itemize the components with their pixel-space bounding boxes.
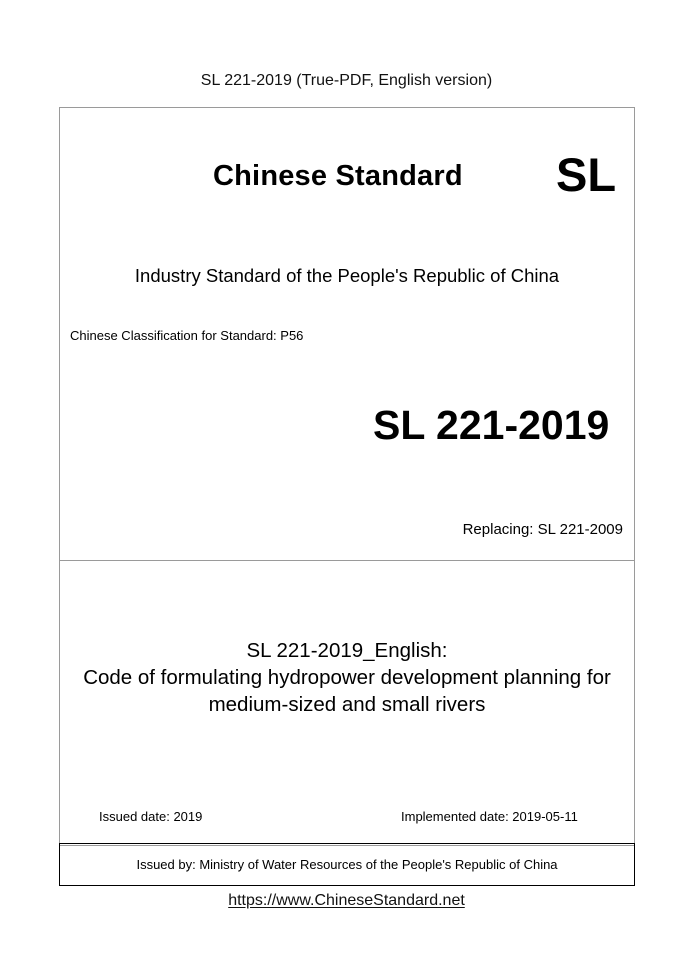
issuer-text: Issued by: Ministry of Water Resources of the People's Republic of China [136, 857, 558, 872]
classification-line: Chinese Classification for Standard: P56 [70, 328, 304, 343]
standard-number: SL 221-2019 [373, 402, 610, 448]
website-link[interactable]: https://www.ChineseStandard.net [228, 892, 465, 909]
implemented-date: Implemented date: 2019-05-11 [401, 809, 578, 824]
title-line-2: Code of formulating hydropower development planning for [83, 666, 611, 689]
standard-mark: SL [556, 148, 617, 201]
page-header: SL 221-2019 (True-PDF, English version) [200, 72, 493, 89]
replacing-line: Replacing: SL 221-2009 [462, 521, 623, 538]
industry-line: Industry Standard of the People's Republic of China [134, 265, 560, 286]
cover-frame [59, 107, 635, 846]
title-line-3: medium-sized and small rivers [208, 693, 486, 716]
section-divider [59, 560, 635, 561]
issued-date: Issued date: 2019 [99, 809, 203, 824]
standard-heading: Chinese Standard [213, 160, 463, 192]
title-line-1: SL 221-2019_English: [246, 639, 448, 662]
document-title [59, 637, 635, 718]
issuer-box [59, 843, 635, 886]
